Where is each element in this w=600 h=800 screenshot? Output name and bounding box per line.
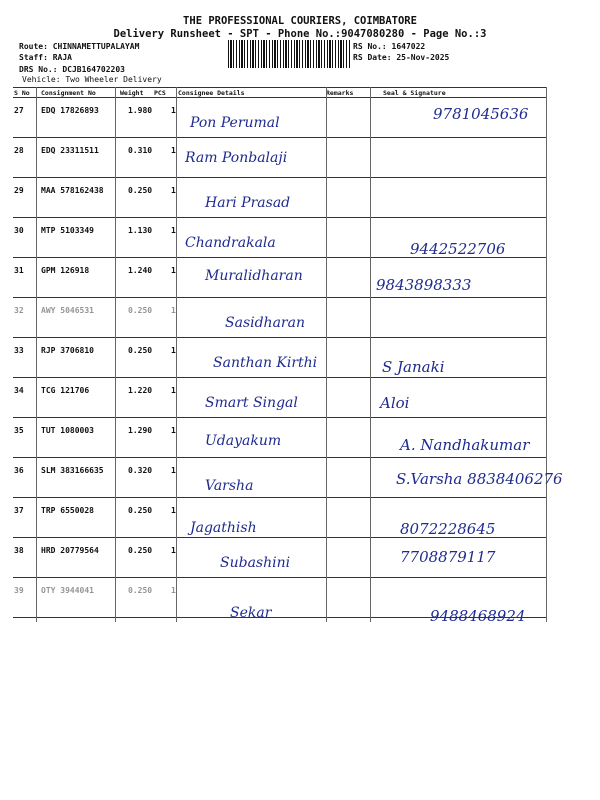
- rs-number: RS No.: 1647022: [353, 42, 426, 51]
- col-sno: S No: [14, 89, 30, 97]
- vehicle-label: Vehicle: Two Wheeler Delivery: [22, 75, 162, 84]
- row-weight: 0.310: [128, 146, 153, 155]
- row-consignment-no: TUT 1080003: [41, 426, 94, 435]
- handwritten-signature: Aloi: [380, 394, 410, 412]
- table-header: [13, 87, 547, 98]
- row-weight: 1.240: [128, 266, 153, 275]
- row-weight: 0.250: [128, 306, 153, 315]
- row-pcs: 1: [171, 306, 176, 315]
- row-pcs: 1: [171, 466, 176, 475]
- row-consignment-no: RJP 3706810: [41, 346, 94, 355]
- row-consignment-no: GPM 126918: [41, 266, 90, 275]
- row-pcs: 1: [171, 266, 176, 275]
- col-pcs: PCS: [154, 89, 166, 97]
- runsheet-subtitle: Delivery Runsheet - SPT - Phone No.:9047080280 - Page No.:3: [113, 28, 487, 40]
- row-weight: 0.250: [128, 586, 153, 595]
- row-pcs: 1: [171, 546, 176, 555]
- handwritten-consignee: Muralidharan: [205, 268, 303, 284]
- row-sno: 36: [14, 466, 24, 475]
- handwritten-consignee: Sekar: [230, 605, 272, 621]
- row-pcs: 1: [171, 106, 176, 115]
- row-sno: 35: [14, 426, 24, 435]
- row-weight: 0.250: [128, 546, 153, 555]
- row-weight: 1.220: [128, 386, 153, 395]
- row-pcs: 1: [171, 226, 176, 235]
- row-pcs: 1: [171, 146, 176, 155]
- row-pcs: 1: [171, 346, 176, 355]
- row-pcs: 1: [171, 586, 176, 595]
- barcode-image: [228, 40, 351, 68]
- handwritten-consignee: Smart Singal: [205, 395, 298, 411]
- row-sno: 33: [14, 346, 24, 355]
- col-remarks: Remarks: [326, 89, 354, 97]
- row-pcs: 1: [171, 426, 176, 435]
- handwritten-consignee: Ram Ponbalaji: [185, 150, 288, 166]
- handwritten-signature: 9488468924: [430, 607, 526, 625]
- handwritten-signature: 8072228645: [400, 520, 496, 538]
- rs-date: RS Date: 25-Nov-2025: [353, 53, 450, 62]
- handwritten-consignee: Pon Perumal: [190, 115, 280, 131]
- row-consignment-no: MTP 5103349: [41, 226, 94, 235]
- handwritten-signature: 9442522706: [410, 240, 506, 258]
- row-consignment-no: OTY 3944041: [41, 586, 94, 595]
- col-divider: [115, 87, 116, 622]
- route-label: Route: CHINNAMETTUPALAYAM: [19, 42, 140, 51]
- handwritten-consignee: Sasidharan: [225, 315, 305, 331]
- row-consignment-no: EDQ 17826893: [41, 106, 99, 115]
- row-sno: 28: [14, 146, 24, 155]
- row-pcs: 1: [171, 386, 176, 395]
- row-consignment-no: HRD 20779564: [41, 546, 99, 555]
- handwritten-consignee: Udayakum: [205, 433, 282, 449]
- row-sno: 30: [14, 226, 24, 235]
- row-weight: 1.290: [128, 426, 153, 435]
- col-consignment: Consignment No: [41, 89, 96, 97]
- row-consignment-no: EDQ 23311511: [41, 146, 99, 155]
- row-sno: 27: [14, 106, 24, 115]
- row-weight: 0.250: [128, 506, 153, 515]
- row-sno: 32: [14, 306, 24, 315]
- row-pcs: 1: [171, 186, 176, 195]
- col-divider: [176, 87, 177, 622]
- row-weight: 1.980: [128, 106, 153, 115]
- row-weight: 0.250: [128, 346, 153, 355]
- col-divider: [326, 87, 327, 622]
- col-consignee: Consignee Details: [178, 89, 245, 97]
- row-pcs: 1: [171, 506, 176, 515]
- handwritten-consignee: Chandrakala: [185, 235, 276, 251]
- col-divider: [370, 87, 371, 622]
- row-sno: 37: [14, 506, 24, 515]
- runsheet-table: [13, 87, 547, 618]
- row-consignment-no: MAA 578162438: [41, 186, 104, 195]
- row-consignment-no: SLM 383166635: [41, 466, 104, 475]
- handwritten-consignee: Jagathish: [190, 520, 257, 536]
- handwritten-consignee: Santhan Kirthi: [213, 355, 318, 371]
- row-consignment-no: TCG 121706: [41, 386, 90, 395]
- handwritten-signature: 9843898333: [376, 276, 472, 294]
- row-sno: 34: [14, 386, 24, 395]
- col-divider: [36, 87, 37, 622]
- handwritten-signature: 9781045636: [433, 105, 529, 123]
- row-consignment-no: AWY 5046531: [41, 306, 94, 315]
- row-sno: 29: [14, 186, 24, 195]
- company-title: THE PROFESSIONAL COURIERS, COIMBATORE: [183, 15, 417, 27]
- handwritten-signature: A. Nandhakumar: [400, 436, 530, 454]
- handwritten-signature: 7708879117: [400, 548, 496, 566]
- handwritten-consignee: Varsha: [205, 478, 254, 494]
- col-seal-signature: Seal & Signature: [383, 89, 446, 97]
- row-consignment-no: TRP 6550028: [41, 506, 94, 515]
- row-sno: 39: [14, 586, 24, 595]
- col-weight: Weight: [120, 89, 144, 97]
- drs-number: DRS No.: DCJB164702203: [19, 65, 125, 74]
- row-sno: 31: [14, 266, 24, 275]
- col-divider: [546, 87, 547, 622]
- row-weight: 0.250: [128, 186, 153, 195]
- row-sno: 38: [14, 546, 24, 555]
- handwritten-consignee: Hari Prasad: [205, 195, 291, 211]
- handwritten-signature: S.Varsha 8838406276: [396, 470, 563, 488]
- row-weight: 1.130: [128, 226, 153, 235]
- row-weight: 0.320: [128, 466, 153, 475]
- handwritten-signature: S Janaki: [382, 358, 445, 376]
- staff-label: Staff: RAJA: [19, 53, 72, 62]
- handwritten-consignee: Subashini: [220, 555, 291, 571]
